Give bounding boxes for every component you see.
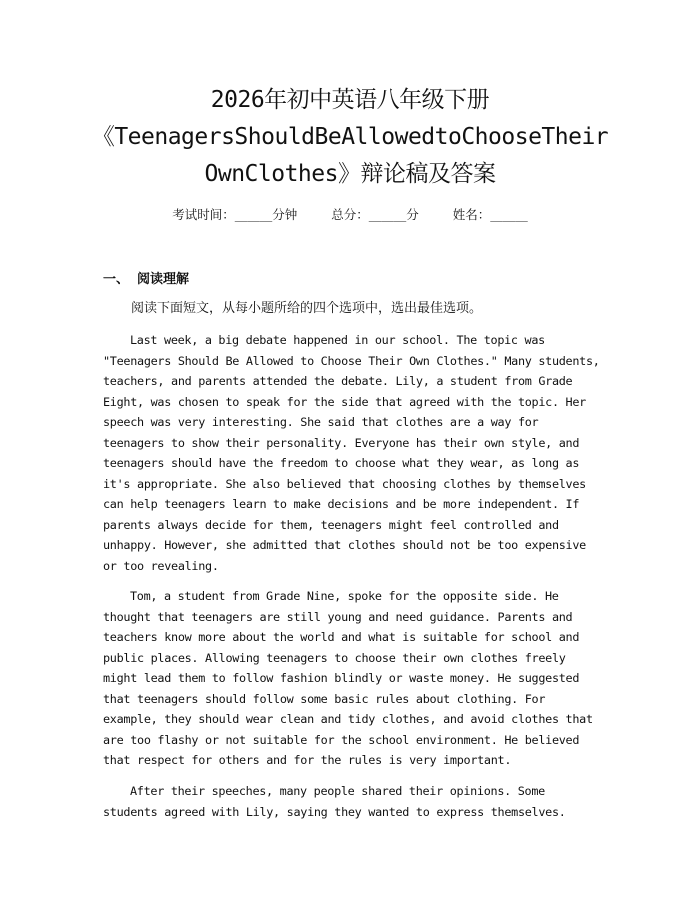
passage-line: can help teenagers learn to make decisions and be more independent. If (103, 497, 580, 511)
section-title: 阅读理解 (137, 272, 190, 287)
passage-line: are too flashy or not suitable for the school environment. He believed (103, 732, 580, 747)
passage-line: teachers know more about the world and what is suitable for school and (103, 630, 580, 644)
passage-line: teenagers to show their personality. Everyone has their own style, and (103, 435, 580, 450)
passage-line: After their speeches, many people shared their opinions. Some (130, 784, 545, 798)
passage-line: that teenagers should follow some basic rules about clothing. For (103, 691, 546, 706)
student-name-field: 姓名：______ (452, 207, 528, 222)
document-title (60, 82, 640, 193)
passage-line: public places. Allowing teenagers to choose their own clothes freely (103, 650, 566, 665)
passage-line: parents always decide for them, teenagers might feel controlled and (103, 517, 559, 532)
section-heading (103, 268, 189, 287)
passage-line: teenagers should have the freedom to choose what they wear, as long as (103, 456, 580, 470)
passage-line: example, they should wear clean and tidy clothes, and avoid clothes that (103, 712, 593, 726)
passage-line: unhappy. However, she admitted that clothes should not be too expensive (103, 538, 586, 552)
passage-line: that respect for others and for the rules is very important. (103, 753, 512, 767)
section-instruction: 阅读下面短文，从每小题所给的四个选项中，选出最佳选项。 (131, 301, 483, 316)
passage-line: students agreed with Lily, saying they wanted to express themselves. (103, 804, 566, 819)
title-line-2: 《TeenagersShouldBeAllowedtoChooseTheir (91, 124, 609, 150)
exam-time-field: 考试时间：______分钟 (172, 207, 298, 222)
total-score-field: 总分：______分 (331, 207, 419, 222)
title-line-3: OwnClothes》辩论稿及答案 (204, 161, 496, 187)
passage-line: Last week, a big debate happened in our school. The topic was (130, 333, 545, 347)
passage-line: or too revealing. (103, 558, 219, 573)
title-line-1: 2026年初中英语八年级下册 (210, 87, 490, 113)
section-number: 一、 (103, 272, 130, 287)
passage-paragraph-2 (103, 586, 603, 771)
passage-line: might lead them to follow fashion blindly or waste money. He suggested (103, 671, 580, 685)
passage-line: thought that teenagers are still young and need guidance. Parents and (103, 609, 573, 624)
exam-info-row (0, 205, 700, 223)
passage-line: Eight, was chosen to speak for the side that agreed with the topic. Her (103, 394, 586, 409)
passage-line: teachers, and parents attended the debate. Lily, a student from Grade (103, 374, 573, 388)
passage-paragraph-1 (103, 330, 603, 576)
passage-line: Tom, a student from Grade Nine, spoke for the opposite side. He (130, 589, 559, 603)
passage-line: "Teenagers Should Be Allowed to Choose Their Own Clothes." Many students, (103, 353, 600, 368)
passage-paragraph-3 (103, 781, 603, 822)
passage-line: it's appropriate. She also believed that choosing clothes by themselves (103, 476, 586, 491)
passage-line: speech was very interesting. She said that clothes are a way for (103, 415, 539, 429)
